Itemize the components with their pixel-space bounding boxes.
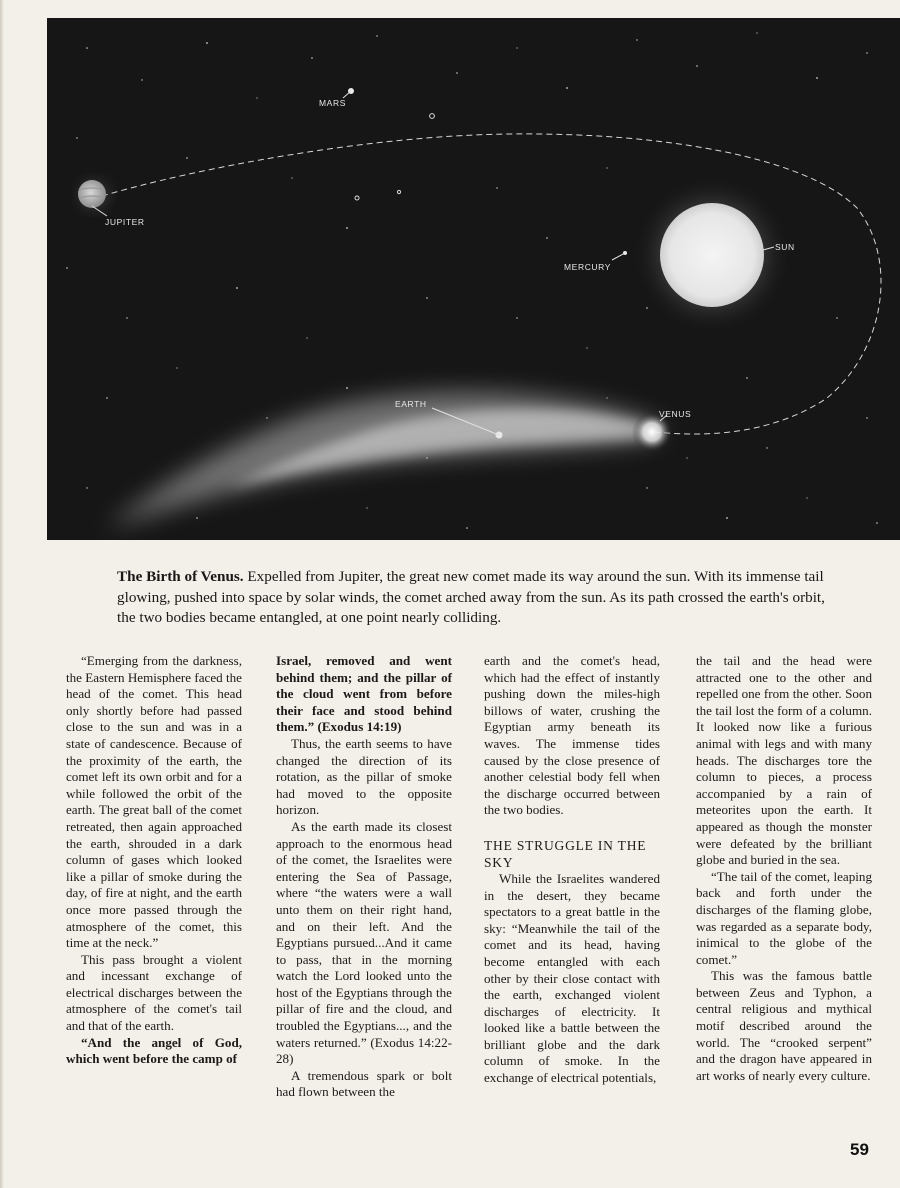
paragraph: This was the famous battle between Zeus and Typhon, a central religious and mythical motif described around the world. The “crooked serpent” and the dragon have appeared in art works of nearly every culture. (696, 968, 872, 1083)
binding-shadow (0, 0, 4, 1188)
comet-venus (107, 392, 672, 528)
paragraph: While the Israelites wandered in the desert, they became spectators to a great battle in the sky: “Meanwhile the tail of the comet and its head, having become entangled with each other by their close contact with the earth, exchanged violent discharges of electricity. It looked like a battle between the brilliant globe and the dark column of smoke. In the exchange of electrical potentials, (484, 870, 660, 1086)
paragraph: A tremendous spark or bolt had flown between the (276, 1067, 452, 1100)
section-heading: THE STRUGGLE IN THE SKY (484, 837, 647, 870)
paragraph: “Emerging from the darkness, the Eastern Hemisphere faced the head of the comet. This head only shortly before had passed close to the sun and was in a state of candescence. Because of the proximity of the earth, the comet left its own orbit and for a while followed the orbit of the earth. The great ball of the comet retreated, then again approached the earth, shrouded in a dark column of gases which looked like a pillar of smoke during the day, of fire at night, and the earth once more passed through the atmosphere of the comet, this time at the neck.” (66, 653, 242, 951)
illustration-svg (47, 18, 900, 540)
label-mars: MARS (319, 98, 346, 108)
bold-quote: “And the angel of God, which went before the camp of (66, 1034, 242, 1067)
page-number: 59 (850, 1140, 869, 1159)
paragraph: Thus, the earth seems to have changed the direction of its rotation, as the pillar of smoke had moved to the opposite horizon. (276, 735, 452, 818)
text-column-1 (66, 653, 242, 1068)
paragraph: This pass brought a violent and incessant exchange of electrical discharges between the atmosphere of the comet's tail and that of the earth. (66, 951, 242, 1034)
paragraph: earth and the comet's head, which had the effect of instantly pushing down the miles-high billows of water, crushing the Egyptian army beneath its waves. The immense tides caused by the close presence of another celestial body fell when the discharge occurred between the two bodies. (484, 653, 660, 818)
paragraph: “The tail of the comet, leaping back and forth under the discharges of the flaming globe, was regarded as a separate body, inimical to the globe of the comet.” (696, 868, 872, 967)
text-column-2 (276, 653, 452, 1101)
text-column-4 (696, 653, 872, 1084)
figure-caption (117, 567, 847, 629)
bold-quote: Israel, removed and went behind them; and the pillar of the cloud went from before their face and stood behind them.” (Exodus 14:19) (276, 653, 452, 735)
label-earth: EARTH (395, 399, 427, 409)
label-jupiter: JUPITER (105, 217, 145, 227)
paragraph: the tail and the head were attracted one to the other and repelled one from the other. Soon the tail lost the form of a column. It looked now like a furious animal with legs and with many heads. The discharges tore the column to pieces, a process accompanied by a rain of meteorites upon the earth. It appeared as though the monster were defeated by the brilliant globe and buried in the sea. (696, 653, 872, 868)
solar-system-illustration (47, 18, 900, 540)
text-column-3 (484, 653, 660, 1087)
label-mercury: MERCURY (564, 262, 612, 272)
paragraph: As the earth made its closest approach to the enormous head of the comet, the Israelites were entering the Sea of Passage, where “the waters were a wall unto them on their right hand, and on their left. And the Egyptians pursued...And it came to pass, that in the morning watch the Lord looked unto the host of the Egyptians through the pillar of fire and the cloud, and troubled the Egyptians..., and the waters returned.” (Exodus 14:22-28) (276, 818, 452, 1067)
caption-title: The Birth of Venus. (117, 568, 244, 585)
jupiter (78, 180, 106, 208)
sun (660, 203, 764, 307)
caption-text: Expelled from Jupiter, the great new comet made its way around the sun. With its immense tail glowing, pushed into space by solar winds, the comet arched away from the sun. As its path crossed the earth's orbit, the two bodies became entangled, at one point nearly colliding. (117, 568, 825, 626)
label-sun: SUN (775, 242, 795, 252)
label-venus: VENUS (659, 409, 692, 419)
